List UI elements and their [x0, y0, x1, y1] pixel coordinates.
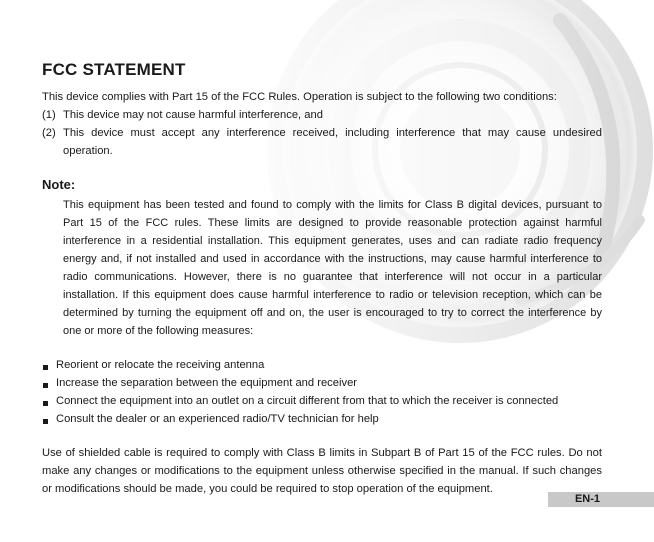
list-item — [42, 356, 602, 374]
closing-paragraph: Use of shielded cable is required to comply with Class B limits in Subpart B of Part 15 of the FCC rules. Do not make any changes or modifications to the equipment unless otherwise specified in the manual. If such changes or modifications should be made, you could be required to stop operation of the equipment. — [42, 447, 602, 495]
measures-list — [42, 356, 602, 428]
bullet-square-icon — [43, 383, 48, 388]
page-number-badge: EN-1 — [548, 492, 654, 507]
bullet-square-icon — [43, 365, 48, 370]
bullet-square-icon — [43, 401, 48, 406]
condition-item — [42, 106, 602, 124]
condition-text: This device must accept any interference received, including interference that may cause undesired operation. — [63, 127, 602, 157]
list-item-text: Increase the separation between the equipment and receiver — [56, 377, 358, 389]
condition-number: (2) — [42, 127, 56, 139]
note-heading: Note: — [42, 177, 76, 192]
bullet-square-icon — [43, 419, 48, 424]
condition-text: This device may not cause harmful interference, and — [63, 109, 323, 121]
page-title: FCC STATEMENT — [42, 60, 186, 79]
list-item-text: Consult the dealer or an experienced radio/TV technician for help — [56, 413, 379, 425]
condition-item — [42, 124, 602, 160]
intro-paragraph: This device complies with Part 15 of the FCC Rules. Operation is subject to the following two conditions: — [42, 91, 557, 103]
fcc-statement-section — [42, 58, 602, 509]
list-item-text: Connect the equipment into an outlet on a circuit different from that to which the receiver is connected — [56, 395, 559, 407]
list-item — [42, 392, 602, 410]
condition-number: (1) — [42, 109, 56, 121]
list-item-text: Reorient or relocate the receiving antenna — [56, 359, 265, 371]
note-body: This equipment has been tested and found to comply with the limits for Class B digital devices, pursuant to Part 15 of the FCC rules. These limits are designed to provide reasonable protection against harmful interference in a residential installation. This equipment generates, uses and can radiate radio frequency energy and, if not installed and used in accordance with the instructions, may cause harmful interference to radio communications. However, there is no guarantee that interference will not occur in a particular installation. If this equipment does cause harmful interference to radio or television reception, which can be determined by turning the equipment off and on, the user is encouraged to try to correct the interference by one or more of the following measures: — [63, 199, 602, 337]
list-item — [42, 374, 602, 392]
list-item — [42, 410, 602, 428]
